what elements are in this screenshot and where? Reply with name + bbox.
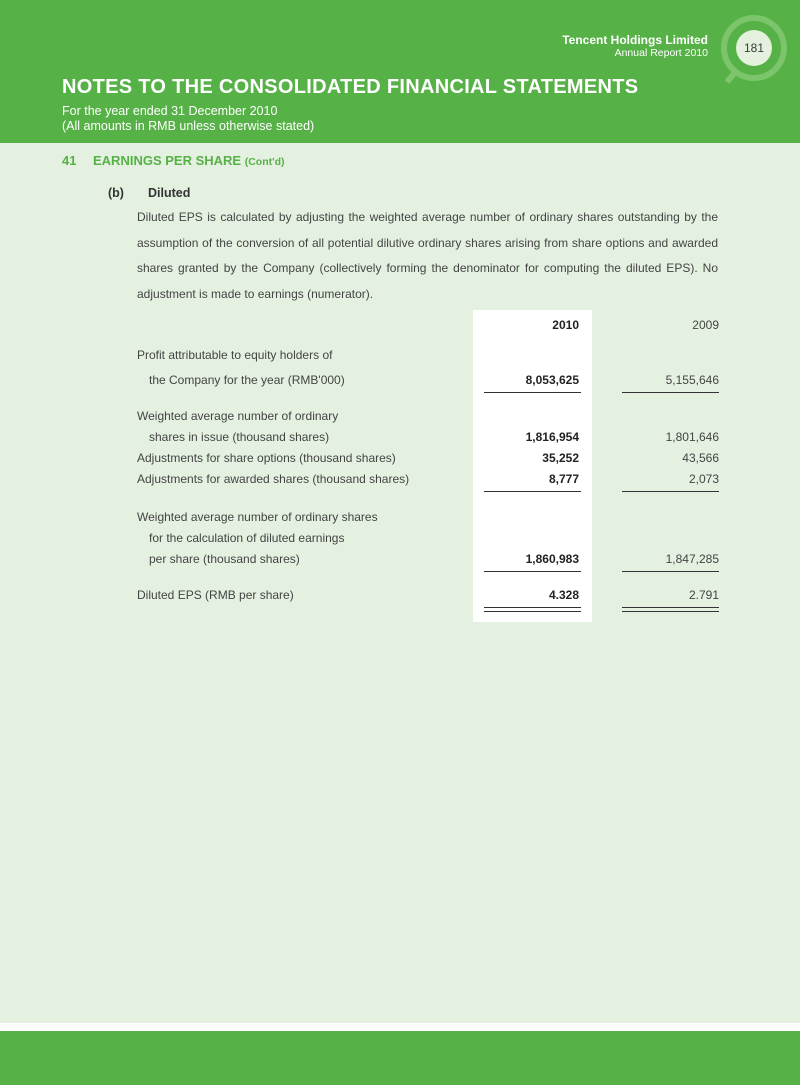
cell-2010: 35,252 [542,451,579,465]
row-label: Weighted average number of ordinary shares [137,510,378,524]
double-rule-bottom [484,611,581,612]
rule [484,491,581,492]
row-label: per share (thousand shares) [149,552,300,566]
double-rule-top [484,607,581,608]
column-header-2009: 2009 [692,318,719,332]
page-header [0,0,800,143]
subsection-letter: (b) [108,186,124,200]
rule [484,392,581,393]
rule [622,571,719,572]
rule [622,491,719,492]
cell-2010: 4.328 [548,588,579,602]
double-rule-bottom [622,611,719,612]
row-label: the Company for the year (RMB'000) [149,373,345,387]
footer-divider [0,1023,800,1031]
page-footer [0,1031,800,1085]
cell-2010: 1,816,954 [525,430,579,444]
cell-2009: 2,073 [688,472,719,486]
subsection-title: Diluted [148,186,191,200]
page-number: 181 [736,30,772,66]
page-subtitle-currency: (All amounts in RMB unless otherwise stated) [62,119,315,133]
paragraph: Diluted EPS is calculated by adjusting the weighted average number of ordinary shares outstanding by the assumption of the conversion of all potential dilutive ordinary shares arising from share options and awarded shares granted by the Company (collectively forming the denominator for computing the diluted EPS). No adjustment is made to earnings (numerator). [137,210,718,301]
row-label: Profit attributable to equity holders of [137,348,333,362]
company-name: Tencent Holdings Limited [562,33,708,47]
rule [484,571,581,572]
page-title: NOTES TO THE CONSOLIDATED FINANCIAL STATEMENTS [62,76,639,98]
row-label: for the calculation of diluted earnings [149,531,345,545]
double-rule-top [622,607,719,608]
report-name: Annual Report 2010 [614,47,708,60]
row-label: Adjustments for share options (thousand shares) [137,451,396,465]
section-number: 41 [62,153,77,168]
rule [622,392,719,393]
cell-2009: 43,566 [682,451,719,465]
current-year-column-highlight [473,310,592,622]
row-label: Diluted EPS (RMB per share) [137,588,294,602]
cell-2010: 8,777 [548,472,579,486]
row-label: Adjustments for awarded shares (thousand shares) [137,472,410,486]
page-subtitle-period: For the year ended 31 December 2010 [62,104,278,118]
cell-2009: 2.791 [688,588,719,602]
cell-2009: 1,847,285 [665,552,719,566]
section-title [93,153,285,168]
row-label: shares in issue (thousand shares) [149,430,330,444]
column-header-2010: 2010 [552,318,579,332]
company-block [562,34,708,60]
cell-2009: 1,801,646 [665,430,719,444]
row-label: Weighted average number of ordinary [137,409,339,423]
cell-2009: 5,155,646 [665,373,719,387]
section-title-suffix: (Cont'd) [244,156,285,168]
cell-2010: 8,053,625 [525,373,579,387]
cell-2010: 1,860,983 [525,552,579,566]
section-title-text: EARNINGS PER SHARE [93,153,242,168]
